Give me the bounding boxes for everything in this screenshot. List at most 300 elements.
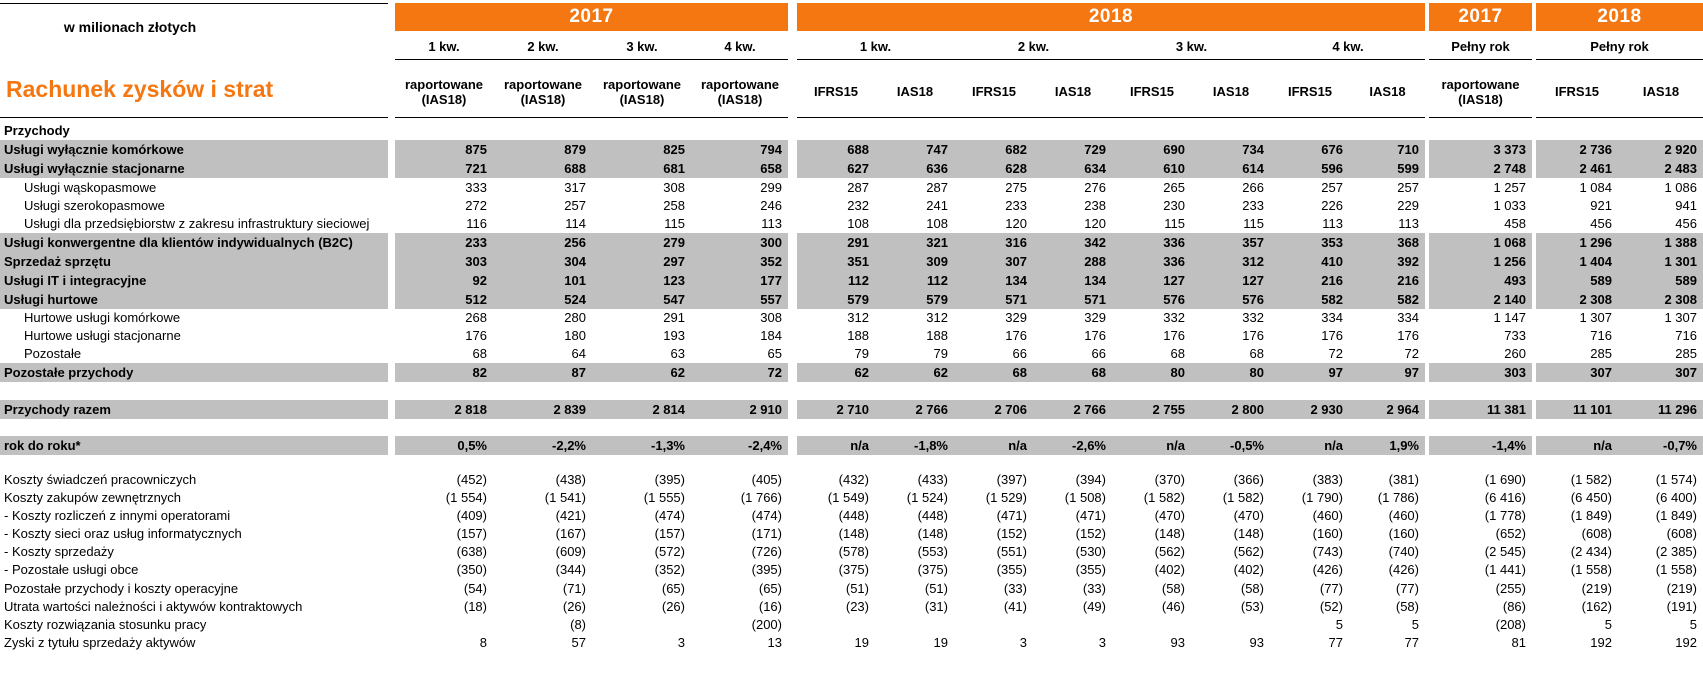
table-cell: 257	[1321, 180, 1343, 195]
table-cell: (23)	[845, 599, 869, 614]
table-cell: (58)	[1240, 581, 1264, 596]
table-cell: 307	[1005, 254, 1027, 269]
table-cell: 681	[663, 161, 685, 176]
table-cell: 230	[1163, 198, 1185, 213]
table-cell: (26)	[661, 599, 685, 614]
table-cell: 734	[1242, 142, 1264, 157]
table-cell: 80	[1249, 365, 1264, 380]
header-rule-left	[0, 117, 388, 118]
table-cell: 1,9%	[1389, 438, 1419, 453]
table-cell: 410	[1321, 254, 1343, 269]
table-cell: (171)	[751, 526, 782, 541]
table-cell: (46)	[1161, 599, 1185, 614]
table-cell: 308	[760, 310, 782, 325]
table-cell: 627	[847, 161, 869, 176]
row-label: rok do roku*	[4, 438, 81, 453]
table-cell: 1 296	[1579, 235, 1612, 250]
table-cell: (1 582)	[1143, 490, 1185, 505]
table-cell: (33)	[1082, 581, 1106, 596]
table-cell: -2,6%	[1072, 438, 1106, 453]
page-title: Rachunek zysków i strat	[6, 76, 274, 102]
table-cell: 576	[1163, 292, 1185, 307]
table-cell: 2 483	[1664, 161, 1697, 176]
table-row	[0, 470, 1703, 489]
table-row	[0, 308, 1703, 327]
table-row	[0, 271, 1703, 290]
table-row	[0, 159, 1703, 178]
table-cell: 0,5%	[457, 438, 487, 453]
column-sublabel: IAS18	[1642, 84, 1680, 99]
table-cell: (530)	[1075, 544, 1106, 559]
table-cell: (743)	[1312, 544, 1343, 559]
table-cell: (6 400)	[1655, 490, 1697, 505]
table-cell: 115	[1243, 216, 1264, 231]
table-cell: (1 558)	[1570, 562, 1612, 577]
table-cell: (1 555)	[643, 490, 685, 505]
table-cell: 794	[760, 142, 782, 157]
table-cell: (148)	[838, 526, 869, 541]
table-cell: 1 404	[1579, 254, 1612, 269]
table-cell: 260	[1504, 346, 1526, 361]
table-cell: 312	[926, 310, 948, 325]
table-cell: 547	[663, 292, 685, 307]
table-cell: 456	[1590, 216, 1612, 231]
header-rule	[1429, 117, 1532, 118]
table-cell: 192	[1675, 635, 1697, 650]
table-row	[0, 140, 1703, 159]
table-cell: 825	[663, 142, 685, 157]
table-cell: 193	[663, 328, 685, 343]
table-cell: (553)	[917, 544, 948, 559]
column-sublabel: IFRS15	[1554, 84, 1600, 99]
table-cell: 77	[1328, 635, 1343, 650]
table-cell: 316	[1005, 235, 1027, 250]
table-cell: 272	[465, 198, 487, 213]
table-cell: (1 690)	[1484, 472, 1526, 487]
table-cell: n/a	[1008, 438, 1027, 453]
table-cell: 257	[1397, 180, 1419, 195]
table-cell: 11 101	[1572, 402, 1612, 417]
column-sublabel: raportowane (IAS18)	[404, 77, 483, 107]
table-cell: 332	[1163, 310, 1185, 325]
table-cell: 2 710	[836, 402, 869, 417]
column-sublabel: IFRS15	[971, 84, 1017, 99]
table-cell: 332	[1242, 310, 1264, 325]
table-cell: (609)	[555, 544, 586, 559]
table-cell: 112	[848, 273, 869, 288]
table-cell: (350)	[456, 562, 487, 577]
table-cell: 276	[1084, 180, 1106, 195]
table-cell: 176	[1321, 328, 1343, 343]
table-row	[0, 633, 1703, 652]
table-cell: 636	[926, 161, 948, 176]
table-cell: 65	[767, 346, 782, 361]
table-cell: 710	[1397, 142, 1419, 157]
row-label: Koszty rozwiązania stosunku pracy	[4, 617, 207, 632]
table-cell: 134	[1084, 273, 1106, 288]
table-cell: 353	[1321, 235, 1343, 250]
table-cell: (148)	[1154, 526, 1185, 541]
table-cell: 321	[926, 235, 948, 250]
table-cell: 721	[465, 161, 487, 176]
table-cell: 19	[933, 635, 948, 650]
table-cell: 5	[1335, 617, 1343, 632]
table-cell: 352	[760, 254, 782, 269]
table-cell: 879	[564, 142, 586, 157]
table-cell: (219)	[1581, 581, 1612, 596]
table-cell: 1 033	[1493, 198, 1526, 213]
table-cell: (52)	[1319, 599, 1343, 614]
table-cell: (53)	[1240, 599, 1264, 614]
table-cell: 351	[847, 254, 869, 269]
table-cell: 176	[1163, 328, 1185, 343]
table-cell: 309	[926, 254, 948, 269]
table-cell: 557	[760, 292, 782, 307]
column-sublabel: IAS18	[1054, 84, 1092, 99]
table-cell: 92	[472, 273, 487, 288]
table-cell: (562)	[1233, 544, 1264, 559]
table-cell: (6 450)	[1570, 490, 1612, 505]
table-cell: (448)	[917, 508, 948, 523]
table-cell: 729	[1084, 142, 1106, 157]
table-cell: 176	[465, 328, 487, 343]
table-cell: 329	[1005, 310, 1027, 325]
column-sublabel: raportowane (IAS18)	[503, 77, 582, 107]
table-cell: (65)	[661, 581, 685, 596]
table-cell: 3	[677, 635, 685, 650]
table-cell: 3 373	[1493, 142, 1526, 157]
table-cell: (31)	[924, 599, 948, 614]
table-row	[0, 214, 1703, 233]
table-cell: 628	[1005, 161, 1027, 176]
table-cell: 596	[1321, 161, 1343, 176]
row-label: Usługi wyłącznie stacjonarne	[4, 161, 185, 176]
table-cell: (395)	[654, 472, 685, 487]
header-rule	[1536, 117, 1703, 118]
table-cell: 113	[1322, 216, 1343, 231]
table-cell: 291	[663, 310, 685, 325]
table-cell: 188	[926, 328, 948, 343]
table-cell: (409)	[456, 508, 487, 523]
table-cell: (1 554)	[445, 490, 487, 505]
table-row	[0, 506, 1703, 525]
table-cell: (402)	[1233, 562, 1264, 577]
table-cell: (58)	[1395, 599, 1419, 614]
table-cell: (152)	[1075, 526, 1106, 541]
table-cell: (1 849)	[1655, 508, 1697, 523]
table-cell: 614	[1242, 161, 1264, 176]
table-cell: 241	[926, 198, 948, 213]
table-cell: 216	[1397, 273, 1419, 288]
table-cell: (2 385)	[1655, 544, 1697, 559]
table-cell: 571	[1005, 292, 1027, 307]
table-cell: 576	[1242, 292, 1264, 307]
table-cell: 256	[564, 235, 586, 250]
table-cell: 238	[1084, 198, 1106, 213]
quarter-label: Pełny rok	[1451, 39, 1510, 54]
table-cell: (1 529)	[985, 490, 1027, 505]
table-cell: 493	[1504, 273, 1526, 288]
table-cell: (572)	[654, 544, 685, 559]
year-band-2018-quarters: 2018	[797, 3, 1425, 31]
table-cell: 589	[1675, 273, 1697, 288]
table-cell: 257	[564, 198, 586, 213]
table-cell: 342	[1084, 235, 1106, 250]
table-cell: 177	[760, 273, 782, 288]
column-sublabel: raportowane (IAS18)	[1441, 77, 1520, 107]
table-cell: 192	[1590, 635, 1612, 650]
table-cell: -0,7%	[1663, 438, 1697, 453]
table-cell: (1 778)	[1484, 508, 1526, 523]
table-row	[0, 488, 1703, 507]
table-cell: (1 582)	[1222, 490, 1264, 505]
table-cell	[1192, 615, 1270, 634]
table-cell: (8)	[570, 617, 586, 632]
table-cell: (394)	[1075, 472, 1106, 487]
row-label: - Koszty sieci oraz usług informatycznych	[4, 526, 242, 541]
table-cell: (1 541)	[544, 490, 586, 505]
table-cell: 392	[1397, 254, 1419, 269]
table-cell: (432)	[838, 472, 869, 487]
row-label: Utrata wartości należności i aktywów kontraktowych	[4, 599, 303, 614]
row-label: Koszty świadczeń pracowniczych	[4, 472, 197, 487]
header-rule	[1536, 59, 1703, 60]
table-cell: (470)	[1154, 508, 1185, 523]
table-cell: 2 736	[1579, 142, 1612, 157]
table-cell: (578)	[838, 544, 869, 559]
year-band-2017-full: 2017	[1429, 3, 1532, 31]
table-cell: (426)	[1312, 562, 1343, 577]
table-cell	[1034, 615, 1112, 634]
table-cell: 116	[466, 216, 487, 231]
table-cell: 2 706	[994, 402, 1027, 417]
table-cell: 72	[767, 365, 782, 380]
table-cell: 176	[1084, 328, 1106, 343]
table-cell: 101	[564, 273, 586, 288]
table-cell: 285	[1590, 346, 1612, 361]
table-cell: (58)	[1161, 581, 1185, 596]
row-label: Hurtowe usługi stacjonarne	[24, 328, 181, 343]
table-row	[0, 560, 1703, 579]
table-cell: (421)	[555, 508, 586, 523]
table-cell: 2 140	[1493, 292, 1526, 307]
table-cell	[797, 615, 875, 634]
table-cell: (1 441)	[1484, 562, 1526, 577]
column-sublabel: raportowane (IAS18)	[602, 77, 681, 107]
table-cell: 93	[1170, 635, 1185, 650]
table-cell: 747	[926, 142, 948, 157]
table-cell: -0,5%	[1230, 438, 1264, 453]
table-cell: (77)	[1319, 581, 1343, 596]
table-cell: 2 818	[454, 402, 487, 417]
table-cell: (160)	[1388, 526, 1419, 541]
table-cell: 307	[1675, 365, 1697, 380]
table-cell: (471)	[1075, 508, 1106, 523]
table-cell: 123	[663, 273, 685, 288]
table-cell: (370)	[1154, 472, 1185, 487]
row-label: - Koszty sprzedaży	[4, 544, 114, 559]
table-cell: (65)	[758, 581, 782, 596]
table-row	[0, 400, 1703, 419]
table-cell: 112	[927, 273, 948, 288]
quarter-label: 4 kw.	[1332, 39, 1364, 54]
year-band-2017-quarters: 2017	[395, 3, 788, 31]
table-cell: 97	[1328, 365, 1343, 380]
table-cell: (1 849)	[1570, 508, 1612, 523]
table-cell: 77	[1404, 635, 1419, 650]
table-cell: (148)	[1233, 526, 1264, 541]
table-cell: 303	[465, 254, 487, 269]
table-cell: 610	[1163, 161, 1185, 176]
table-row	[0, 615, 1703, 634]
table-cell: 634	[1084, 161, 1106, 176]
table-cell: 291	[847, 235, 869, 250]
row-label: Usługi dla przedsiębiorstw z zakresu infrastruktury sieciowej	[24, 216, 370, 231]
table-cell: 216	[1321, 273, 1343, 288]
table-cell: 120	[1084, 216, 1106, 231]
table-cell: 8	[479, 635, 487, 650]
table-cell: 233	[1242, 198, 1264, 213]
table-cell: 336	[1163, 235, 1185, 250]
column-sublabel: raportowane (IAS18)	[700, 77, 779, 107]
table-cell: 1 147	[1493, 310, 1526, 325]
table-cell: 268	[465, 310, 487, 325]
quarter-label: Pełny rok	[1590, 39, 1649, 54]
table-cell: 3	[1098, 635, 1106, 650]
table-cell: (6 416)	[1484, 490, 1526, 505]
table-cell: 120	[1005, 216, 1027, 231]
table-cell: (255)	[1495, 581, 1526, 596]
table-cell: (54)	[463, 581, 487, 596]
table-cell: 329	[1084, 310, 1106, 325]
table-cell: (433)	[917, 472, 948, 487]
table-cell: 63	[670, 346, 685, 361]
table-cell: (652)	[1495, 526, 1526, 541]
header-rule-left	[0, 3, 388, 4]
table-cell: 87	[571, 365, 586, 380]
table-cell: 127	[1163, 273, 1185, 288]
table-cell: 226	[1321, 198, 1343, 213]
table-cell: 579	[847, 292, 869, 307]
table-cell: -2,2%	[552, 438, 586, 453]
table-row	[0, 252, 1703, 271]
table-cell: 312	[847, 310, 869, 325]
table-cell: 68	[472, 346, 487, 361]
table-cell: 571	[1084, 292, 1106, 307]
table-cell: 62	[670, 365, 685, 380]
table-cell: 716	[1675, 328, 1697, 343]
quarter-label: 2 kw.	[527, 39, 559, 54]
table-cell: 81	[1511, 635, 1526, 650]
table-cell: 80	[1170, 365, 1185, 380]
table-cell: n/a	[850, 438, 869, 453]
table-cell: (41)	[1003, 599, 1027, 614]
table-cell: 5	[1411, 617, 1419, 632]
table-cell: 72	[1404, 346, 1419, 361]
row-label: Usługi konwergentne dla klientów indywidualnych (B2C)	[4, 235, 353, 250]
table-cell: 2 814	[652, 402, 685, 417]
table-cell: 579	[926, 292, 948, 307]
table-cell: 1 301	[1664, 254, 1697, 269]
table-cell: 113	[761, 216, 782, 231]
table-row	[0, 436, 1703, 455]
row-label: Usługi szerokopasmowe	[24, 198, 165, 213]
table-cell: 303	[1504, 365, 1526, 380]
table-cell: 176	[1005, 328, 1027, 343]
row-label: Koszty zakupów zewnętrznych	[4, 490, 182, 505]
table-cell: 582	[1321, 292, 1343, 307]
table-cell: (77)	[1395, 581, 1419, 596]
table-cell: (160)	[1312, 526, 1343, 541]
table-cell: 941	[1675, 198, 1697, 213]
table-cell: 66	[1012, 346, 1027, 361]
table-cell: (200)	[751, 617, 782, 632]
table-cell: (2 434)	[1570, 544, 1612, 559]
row-label: Zyski z tytułu sprzedaży aktywów	[4, 635, 196, 650]
table-cell: (1 582)	[1570, 472, 1612, 487]
table-cell: 2 964	[1386, 402, 1419, 417]
table-cell: 357	[1242, 235, 1264, 250]
table-row	[0, 597, 1703, 616]
table-cell	[876, 615, 954, 634]
table-cell: 688	[564, 161, 586, 176]
table-cell: 299	[760, 180, 782, 195]
table-cell: 589	[1590, 273, 1612, 288]
table-cell: n/a	[1166, 438, 1185, 453]
table-cell: (152)	[996, 526, 1027, 541]
table-cell: 62	[933, 365, 948, 380]
table-cell: 2 839	[553, 402, 586, 417]
table-cell: (402)	[1154, 562, 1185, 577]
table-cell: 336	[1163, 254, 1185, 269]
table-cell: 297	[663, 254, 685, 269]
table-cell: (562)	[1154, 544, 1185, 559]
table-cell: 68	[1249, 346, 1264, 361]
table-cell: 2 800	[1231, 402, 1264, 417]
table-cell: (638)	[456, 544, 487, 559]
row-label: Usługi wąskopasmowe	[24, 180, 157, 195]
table-row	[0, 326, 1703, 345]
table-cell: 5	[1604, 617, 1612, 632]
table-cell: 690	[1163, 142, 1185, 157]
table-cell: (355)	[1075, 562, 1106, 577]
table-cell: -2,4%	[748, 438, 782, 453]
table-cell: (51)	[924, 581, 948, 596]
table-cell: (157)	[654, 526, 685, 541]
table-cell: (352)	[654, 562, 685, 577]
table-cell: 11 381	[1486, 402, 1526, 417]
table-cell: 180	[564, 328, 586, 343]
table-cell: (460)	[1312, 508, 1343, 523]
column-sublabel: IAS18	[1369, 84, 1406, 99]
table-cell: 176	[1242, 328, 1264, 343]
quarter-label: 3 kw.	[626, 39, 658, 54]
table-cell: 93	[1249, 635, 1264, 650]
table-cell: 1 084	[1579, 180, 1612, 195]
table-cell: 2 308	[1579, 292, 1612, 307]
column-sublabel: IAS18	[896, 84, 934, 99]
table-cell: 682	[1005, 142, 1027, 157]
table-cell: 232	[847, 198, 869, 213]
table-row	[0, 524, 1703, 543]
table-cell: (148)	[917, 526, 948, 541]
table-cell: (191)	[1666, 599, 1697, 614]
row-label: Przychody razem	[4, 402, 111, 417]
table-cell: 1 388	[1664, 235, 1697, 250]
table-cell: (51)	[845, 581, 869, 596]
table-cell: (49)	[1082, 599, 1106, 614]
quarter-label: 1 kw.	[428, 39, 460, 54]
